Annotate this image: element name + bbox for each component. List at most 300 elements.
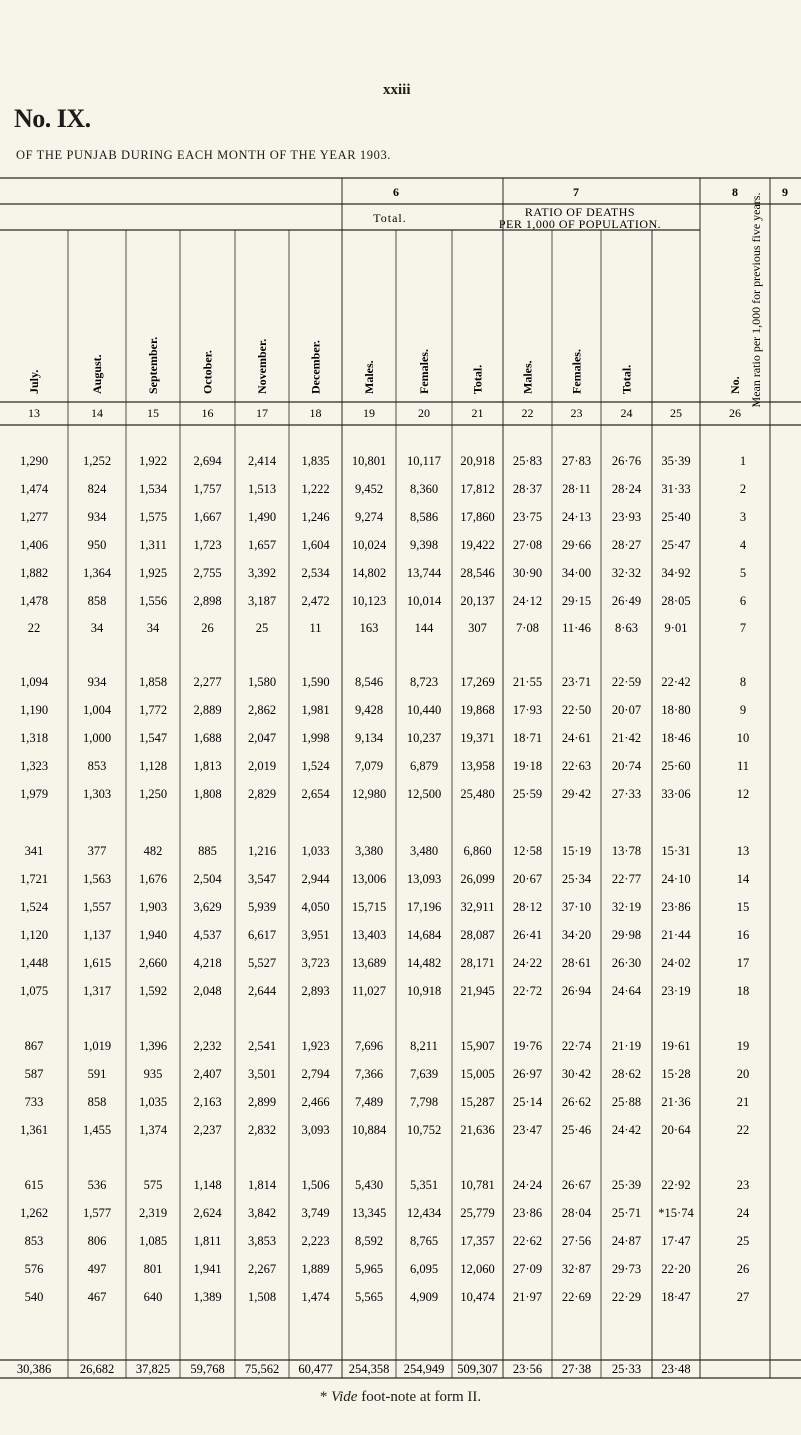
table-cell: 19,422 [460,538,495,552]
table-cell: 18·71 [512,731,543,745]
table-cell: 30·90 [512,566,543,580]
table-cell: 1,524 [19,900,49,914]
totals-cell: 23·48 [661,1362,691,1376]
table-cell: 9,134 [354,731,384,745]
totals-cell: 26,682 [79,1362,115,1376]
table-cell: 13,403 [351,928,387,942]
table-cell: 3,842 [247,1206,277,1220]
table-cell: 25·39 [611,1178,642,1192]
table-cell: 25 [255,621,269,635]
table-cell: 20·74 [611,759,642,773]
table-cell: 2,829 [247,787,277,801]
table-cell: 2,832 [247,1123,277,1137]
table-cell: 15·31 [661,844,691,858]
table-cell: 858 [87,1095,107,1109]
table-cell: 29·66 [561,538,592,552]
column-label: Total. [619,364,634,394]
table-cell: 1,604 [301,538,330,552]
table-cell: 10,024 [351,538,387,552]
column-number: 14 [91,406,103,420]
table-cell: 18 [736,984,750,998]
table-cell: 853 [24,1234,44,1248]
table-cell: 824 [87,482,107,496]
table-cell: 15 [736,900,750,914]
table-cell: 12,434 [406,1206,442,1220]
totals-cell: 509,307 [457,1362,498,1376]
table-cell: 34·92 [661,566,691,580]
table-cell: 24·61 [561,731,592,745]
table-cell: 7,696 [354,1039,384,1053]
table-cell: 9,428 [354,703,384,717]
table-cell: 20·64 [661,1123,691,1137]
column-label: Total. [470,364,485,394]
table-cell: 1,137 [82,928,112,942]
table-cell: 2,237 [193,1123,222,1137]
table-cell: 25 [736,1234,750,1248]
table-cell: 21·36 [661,1095,691,1109]
table-cell: 23 [736,1178,750,1192]
table-cell: 3,380 [354,844,384,858]
column-number: 24 [620,406,633,420]
table-cell: 6,617 [247,928,277,942]
table-cell: 25·60 [661,759,691,773]
table-cell: 14 [736,872,750,886]
table-cell: 24·10 [661,872,691,886]
table-cell: 22 [27,621,41,635]
table-cell: 1,903 [138,900,168,914]
table-cell: 1,389 [193,1290,222,1304]
table-cell: 2,163 [193,1095,222,1109]
table-cell: 26 [736,1262,750,1276]
group-number: 8 [732,185,738,199]
table-cell: 14,684 [406,928,442,942]
table-cell: 8,723 [409,675,439,689]
table-cell: 8,586 [409,510,439,524]
table-cell: 30·42 [561,1067,592,1081]
table-cell: 950 [87,538,107,552]
table-cell: 21·44 [661,928,691,942]
column-number: 25 [670,406,682,420]
table-cell: 1,474 [19,482,49,496]
table-cell: 3,501 [247,1067,277,1081]
table-cell: 2,660 [138,956,168,970]
table-cell: 934 [87,675,107,689]
table-cell: 1,534 [138,482,168,496]
table-cell: 2,794 [301,1067,330,1081]
table-cell: 17,196 [406,900,442,914]
page-number: xxiii [383,82,411,98]
table-cell: 11,027 [352,984,386,998]
table-cell: 17,357 [460,1234,495,1248]
table-cell: 10,474 [460,1290,495,1304]
table-cell: 1,190 [19,703,49,717]
table-cell: 1,721 [19,872,49,886]
table-cell: 34·20 [561,928,592,942]
table-cell: 27·09 [512,1262,543,1276]
column-label: August. [90,354,104,394]
column-label: No. [728,376,742,394]
table-cell: 341 [24,844,44,858]
table-cell: 8,360 [409,482,439,496]
table-cell: 2,407 [193,1067,222,1081]
footnote [0,1389,801,1406]
table-cell: 13,958 [460,759,495,773]
table-cell: 16 [736,928,750,942]
table-cell: 29·42 [561,787,592,801]
table-cell: 1,925 [138,566,168,580]
table-cell: 2,624 [193,1206,222,1220]
table-cell: 15,005 [460,1067,495,1081]
table-cell: 10,752 [406,1123,442,1137]
table-cell: 31·33 [661,482,691,496]
column-number: 26 [729,406,741,420]
table-cell: 615 [24,1178,44,1192]
table-cell: 7 [739,621,747,635]
table-cell: 1,592 [138,984,168,998]
table-cell: 21·42 [611,731,642,745]
table-cell: 23·86 [661,900,691,914]
table-cell: 1,455 [82,1123,112,1137]
group-title-ratio-2: PER 1,000 OF POPULATION. [498,217,662,231]
table-cell: 801 [143,1262,163,1276]
table-cell: 23·19 [661,984,691,998]
table-cell: 8,592 [354,1234,384,1248]
table-cell: 5,527 [247,956,277,970]
table-cell: 24·13 [561,510,592,524]
table-cell: 1,811 [193,1234,222,1248]
table-cell: 5,430 [354,1178,384,1192]
table-cell: 18·80 [661,703,691,717]
table-cell: 6,095 [409,1262,439,1276]
table-cell: 10,117 [407,454,441,468]
column-label: September. [146,336,160,394]
table-cell: 13,744 [406,566,442,580]
totals-cell: 37,825 [135,1362,171,1376]
table-cell: 853 [87,759,107,773]
table-cell: 9,274 [354,510,384,524]
totals-cell: 254,358 [348,1362,390,1376]
table-cell: 15,287 [460,1095,495,1109]
totals-cell: 59,768 [190,1362,225,1376]
table-cell: 22·42 [661,675,691,689]
table-cell: *15·74 [658,1206,694,1220]
table-cell: 35·39 [661,454,691,468]
table-cell: 23·86 [512,1206,543,1220]
table-cell: 1,580 [247,675,277,689]
table-cell: 17·47 [661,1234,691,1248]
totals-cell: 23·56 [512,1362,543,1376]
table-cell: 25·59 [512,787,543,801]
table-cell: 26·67 [561,1178,592,1192]
table-cell: 2,944 [301,872,330,886]
table-cell: 1,318 [19,731,49,745]
table-cell: 8·63 [615,621,638,635]
table-cell: 2,899 [247,1095,277,1109]
table-cell: 2,504 [193,872,222,886]
column-label: Females. [417,349,431,394]
table-cell: 15·19 [561,844,592,858]
table-cell: 1,858 [138,675,168,689]
table-cell: 10,440 [406,703,442,717]
table-cell: 27 [736,1290,750,1304]
table-cell: 467 [87,1290,107,1304]
table-cell: 1,981 [301,703,330,717]
totals-cell: 30,386 [16,1362,52,1376]
table-cell: 1,323 [19,759,49,773]
table-cell: 25·88 [611,1095,642,1109]
totals-cell: 254,949 [403,1362,445,1376]
table-cell: 22·72 [512,984,543,998]
table-cell: 4,218 [193,956,222,970]
table-cell: 14,482 [406,956,442,970]
table-cell: 32,911 [460,900,495,914]
table-cell: 7,366 [354,1067,384,1081]
table-cell: 21·97 [512,1290,543,1304]
table-cell: 497 [87,1262,107,1276]
table-cell: 22·29 [611,1290,642,1304]
table-cell: 1,374 [138,1123,168,1137]
table-cell: 3,853 [247,1234,277,1248]
table-cell: 1,311 [139,538,167,552]
table-cell: 27·08 [512,538,543,552]
table-cell: 1,557 [82,900,112,914]
table-cell: 377 [87,844,107,858]
table-cell: 26·76 [611,454,642,468]
table-cell: 1,524 [301,759,330,773]
table-cell: 17 [736,956,750,970]
table-cell: 1,317 [82,984,112,998]
table-cell: 2,755 [193,566,222,580]
table-cell: 1,772 [138,703,168,717]
table-cell: 867 [24,1039,44,1053]
column-label: Males. [362,360,376,394]
table-cell: 21 [736,1095,750,1109]
table-cell: 10,801 [351,454,387,468]
table-cell: 28·04 [561,1206,592,1220]
table-cell: 6 [739,594,747,608]
table-cell: 3,547 [247,872,277,886]
table-cell: 935 [143,1067,163,1081]
table-cell: 2,889 [193,703,222,717]
table-cell: 28·27 [611,538,642,552]
table-cell: 23·75 [512,510,543,524]
form-number: No. IX. [14,104,91,133]
table-cell: 19,371 [460,731,495,745]
table-cell: 1,364 [82,566,112,580]
table-cell: 1,676 [138,872,168,886]
table-cell: 18·46 [661,731,691,745]
totals-cell: 25·33 [611,1362,642,1376]
table-cell: 1,547 [138,731,168,745]
table-cell: 21,945 [460,984,495,998]
table-cell: 15,907 [460,1039,495,1053]
table-cell: 12·58 [512,844,543,858]
totals-cell: 27·38 [561,1362,592,1376]
table-cell: 4,537 [193,928,222,942]
table-cell: 934 [87,510,107,524]
table-cell: 1,262 [19,1206,49,1220]
group-title-total: Total. [373,211,407,225]
table-cell: 3,480 [409,844,439,858]
table-cell: 1,808 [193,787,222,801]
table-cell: 22·69 [561,1290,592,1304]
table-cell: 17·93 [512,703,543,717]
table-cell: 2,654 [301,787,330,801]
table-header [27,185,788,420]
table-cell: 12,060 [460,1262,495,1276]
table-cell: 1,814 [247,1178,277,1192]
table-cell: 29·15 [561,594,592,608]
table-cell: 9·01 [664,621,688,635]
table-cell: 1,085 [138,1234,168,1248]
table-cell: 24·87 [611,1234,642,1248]
table-cell: 2,893 [301,984,330,998]
table-cell: 482 [143,844,163,858]
table-cell: 23·93 [611,510,642,524]
table-cell: 3,629 [193,900,222,914]
table-cell: 1,563 [82,872,112,886]
table-cell: 22 [736,1123,750,1137]
table-cell: 1,723 [193,538,222,552]
table-cell: 17,812 [460,482,495,496]
table-cell: 20·07 [611,703,642,717]
table-cell: 1,882 [19,566,49,580]
footnote-text: foot-note at form II. [361,1389,482,1405]
table-cell: 26·94 [561,984,592,998]
table-cell: 1,940 [138,928,168,942]
table-cell: 5,965 [354,1262,384,1276]
table-cell: 19·61 [661,1039,691,1053]
table-cell: 28·24 [611,482,642,496]
table-cell: 10 [736,731,750,745]
table-cell: 12 [736,787,750,801]
table-cell: 1,246 [301,510,330,524]
table-cell: 24 [736,1206,750,1220]
table-cell: 7,798 [409,1095,439,1109]
column-number: 23 [570,406,583,420]
table-cell: 3 [739,510,747,524]
table-cell: 1,923 [301,1039,330,1053]
table-cell: 4,050 [301,900,330,914]
table-cell: 26·97 [512,1067,543,1081]
table-cell: 10,014 [406,594,442,608]
table-cell: 1,448 [19,956,49,970]
column-label: November. [255,338,269,394]
table-cell: 9,452 [354,482,384,496]
table-cell: 2,232 [193,1039,222,1053]
table-cell: 1,657 [247,538,277,552]
table-cell: 18·47 [661,1290,691,1304]
table-cell: 19,868 [460,703,495,717]
table-cell: 22·77 [611,872,642,886]
column-label: December. [308,340,323,394]
table-cell: 32·19 [611,900,642,914]
table-cell: 5,351 [409,1178,439,1192]
table-cell: 13·78 [611,844,642,858]
table-cell: 20 [736,1067,750,1081]
group-title-mean-ratio: Mean ratio per 1,000 for previous five years. [749,192,763,408]
table-cell: 1,216 [247,844,277,858]
table-subtitle: OF THE PUNJAB DURING EACH MONTH OF THE YEAR 1903. [16,148,392,162]
column-label: Males. [520,360,535,394]
table-cell: 587 [24,1067,44,1081]
column-number: 22 [521,406,534,420]
table-cell: 576 [24,1262,44,1276]
table-cell: 27·56 [561,1234,592,1248]
table-cell: 13 [736,844,750,858]
table-cell: 25·71 [611,1206,642,1220]
table-cell: 8,546 [354,675,384,689]
table-cell: 34·00 [561,566,592,580]
table-cell: 10,884 [351,1123,387,1137]
table-cell: 1,019 [82,1039,112,1053]
table-cell: 37·10 [561,900,592,914]
table-cell: 33·06 [661,787,691,801]
table-cell: 1,290 [19,454,49,468]
table-cell: 2,541 [247,1039,277,1053]
table-cell: 24·24 [512,1178,543,1192]
table-cell: 22·92 [661,1178,691,1192]
table-cell: 3,749 [301,1206,330,1220]
table-cell: 1,128 [138,759,168,773]
table-cell: 3,187 [247,594,277,608]
table-cell: 1 [739,454,747,468]
table-cell: 1,941 [193,1262,222,1276]
table-cell: 575 [143,1178,163,1192]
table-cell: 14,802 [351,566,387,580]
table-cell: 28·37 [512,482,543,496]
table-cell: 3,723 [301,956,330,970]
table-cell: 1,478 [19,594,49,608]
table-cell: 1,250 [138,787,168,801]
table-cell: 1,277 [19,510,49,524]
group-number: 9 [782,185,788,199]
column-number: 16 [201,406,214,420]
table-cell: 806 [87,1234,107,1248]
table-cell: 2,319 [138,1206,168,1220]
table-cell: 1,922 [138,454,168,468]
table-cell: 12,500 [406,787,442,801]
table-cell: 19·76 [512,1039,543,1053]
table-cell: 25·46 [561,1123,592,1137]
table-cell: 10,123 [351,594,387,608]
table-cell: 28,546 [460,566,495,580]
group-number: 6 [393,185,399,199]
table-cell: 2,466 [301,1095,330,1109]
column-label: Females. [569,349,584,394]
table-cell: 25·47 [661,538,691,552]
table-cell: 25,779 [460,1206,495,1220]
table-cell: 28·11 [562,482,591,496]
column-number: 15 [147,406,159,420]
table-cell: 13,345 [351,1206,387,1220]
table-cell: 2,048 [193,984,222,998]
table-cell: 19 [736,1039,750,1053]
table-cell: 13,689 [351,956,387,970]
table-cell: 163 [359,621,379,635]
table-cell: 29·73 [611,1262,642,1276]
totals-cell: 75,562 [244,1362,280,1376]
table-cell: 1,000 [82,731,112,745]
table-cell: 22·59 [611,675,642,689]
table-cell: 7,639 [409,1067,439,1081]
table-cell: 1,575 [138,510,168,524]
column-label: July. [27,369,41,394]
table-cell: 26·30 [611,956,642,970]
table-cell: 22·63 [561,759,592,773]
table-body [17,454,750,1376]
table-cell: 1,688 [193,731,222,745]
